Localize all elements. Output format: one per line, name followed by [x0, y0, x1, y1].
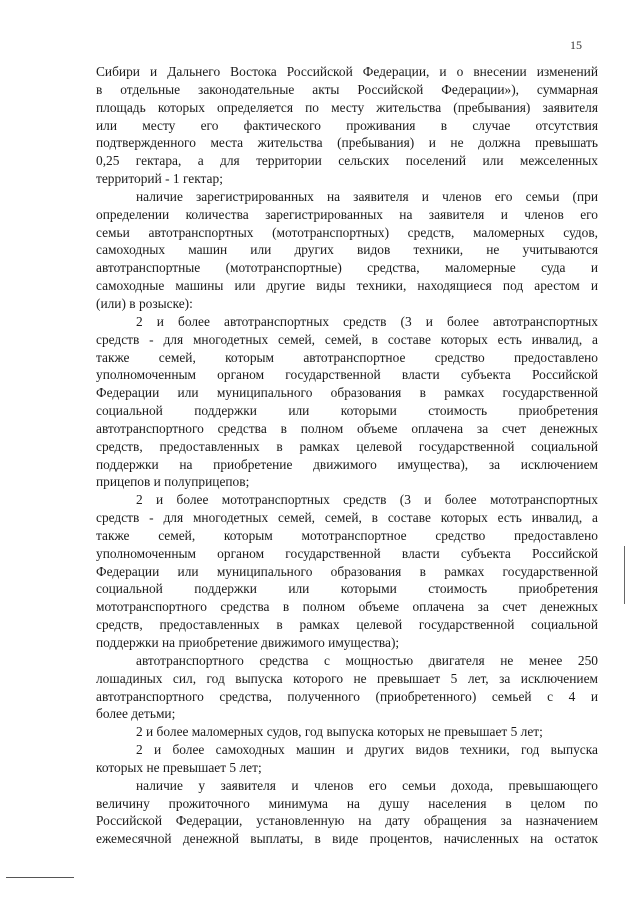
scan-edge-mark [624, 546, 625, 604]
text-line: определении количества зарегистрированных на заявителя и членов его [96, 206, 598, 222]
text-line: самоходных машин или других видов техники, не учитываются [96, 242, 598, 258]
text-line: также семей, которым мототранспортное средство предоставлено [96, 527, 598, 543]
text-line: автотранспортного средства в полном объеме оплачена за счет денежных [96, 420, 598, 436]
text-line: или месту его фактического проживания в случае отсутствия [96, 117, 598, 133]
text-line: 0,25 гектара, а для территории сельских поселений или межселенных [96, 153, 598, 169]
text-line: наличие у заявителя и членов его семьи дохода, превышающего [136, 777, 598, 793]
text-line: автотранспортные (мототранспортные) средства, маломерные суда и [96, 260, 598, 276]
text-line: Российской Федерации, установленную на дату обращения за назначением [96, 813, 598, 829]
text-line: более детьми; [96, 706, 176, 722]
text-line: территорий - 1 гектар; [96, 171, 223, 187]
text-line: средств, предоставленных в рамках целевой государственной социальной [96, 438, 598, 454]
text-line: поддержки на приобретение движимого имущества); [96, 635, 400, 650]
text-line: автотранспортного средства с мощностью двигателя не менее 250 [136, 652, 598, 668]
text-line: также семей, которым автотранспортное средство предоставлено [96, 349, 598, 365]
text-line: наличие зарегистрированных на заявителя и членов его семьи (при [136, 188, 598, 204]
text-line: средств - для многодетных семей, семей, в составе которых есть инвалид, а [96, 510, 598, 526]
text-line: мототранспортного средства в полном объеме оплачена за счет денежных [96, 599, 598, 615]
text-line: 2 и более маломерных судов, год выпуска которых не превышает 5 лет; [136, 724, 543, 740]
text-line: поддержки на приобретение движимого имущества), за исключением [96, 456, 598, 472]
text-line: социальной поддержки или которыми стоимость приобретения [96, 581, 598, 597]
text-line: (или) в розыске): [96, 295, 193, 311]
page-number: 15 [570, 38, 582, 52]
text-line: средств - для многодетных семей, семей, в составе которых есть инвалид, а [96, 331, 598, 347]
text-line: социальной поддержки или которыми стоимость приобретения [96, 403, 598, 419]
text-line: площадь которых определяется по месту жительства (пребывания) заявителя [96, 99, 598, 115]
text-line: подтвержденного места жительства (пребывания) и не должна превышать [96, 135, 598, 151]
text-line: 2 и более автотранспортных средств (3 и более автотранспортных [136, 313, 598, 329]
text-line: лошадиных сил, год выпуска которого не превышает 5 лет, за исключением [96, 670, 598, 686]
text-line: уполномоченным органом государственной власти субъекта Российской [96, 545, 598, 561]
text-line: величину прожиточного минимума на душу населения в целом по [96, 795, 598, 811]
text-line: которых не превышает 5 лет; [96, 759, 262, 775]
text-line: автотранспортного средства, полученного (приобретенного) семьей с 4 и [96, 688, 598, 704]
text-line: Сибири и Дальнего Востока Российской Федерации, и о внесении изменений [96, 64, 598, 79]
text-line: 2 и более мототранспортных средств (3 и более мототранспортных [136, 492, 598, 508]
text-line: уполномоченным органом государственной власти субъекта Российской [96, 367, 598, 383]
text-line: ежемесячной денежной выплаты, в виде процентов, начисленных на остаток [96, 831, 598, 847]
text-line: Федерации или муниципального образования в рамках государственной [96, 563, 598, 579]
text-line: семьи автотранспортных (мототранспортных) средств, маломерных судов, [96, 224, 598, 240]
footnote-rule [6, 877, 74, 878]
text-line: 2 и более самоходных машин и других видов техники, год выпуска [136, 742, 598, 758]
text-line: средств, предоставленных в рамках целевой государственной социальной [96, 617, 598, 633]
text-line: самоходные машины или другие виды техники, находящиеся под арестом и [96, 278, 598, 294]
text-line: Федерации или муниципального образования в рамках государственной [96, 385, 598, 401]
text-line: в отдельные законодательные акты Российской Федерации»), суммарная [96, 81, 598, 97]
text-line: прицепов и полуприцепов; [96, 474, 250, 490]
document-body [96, 63, 598, 848]
